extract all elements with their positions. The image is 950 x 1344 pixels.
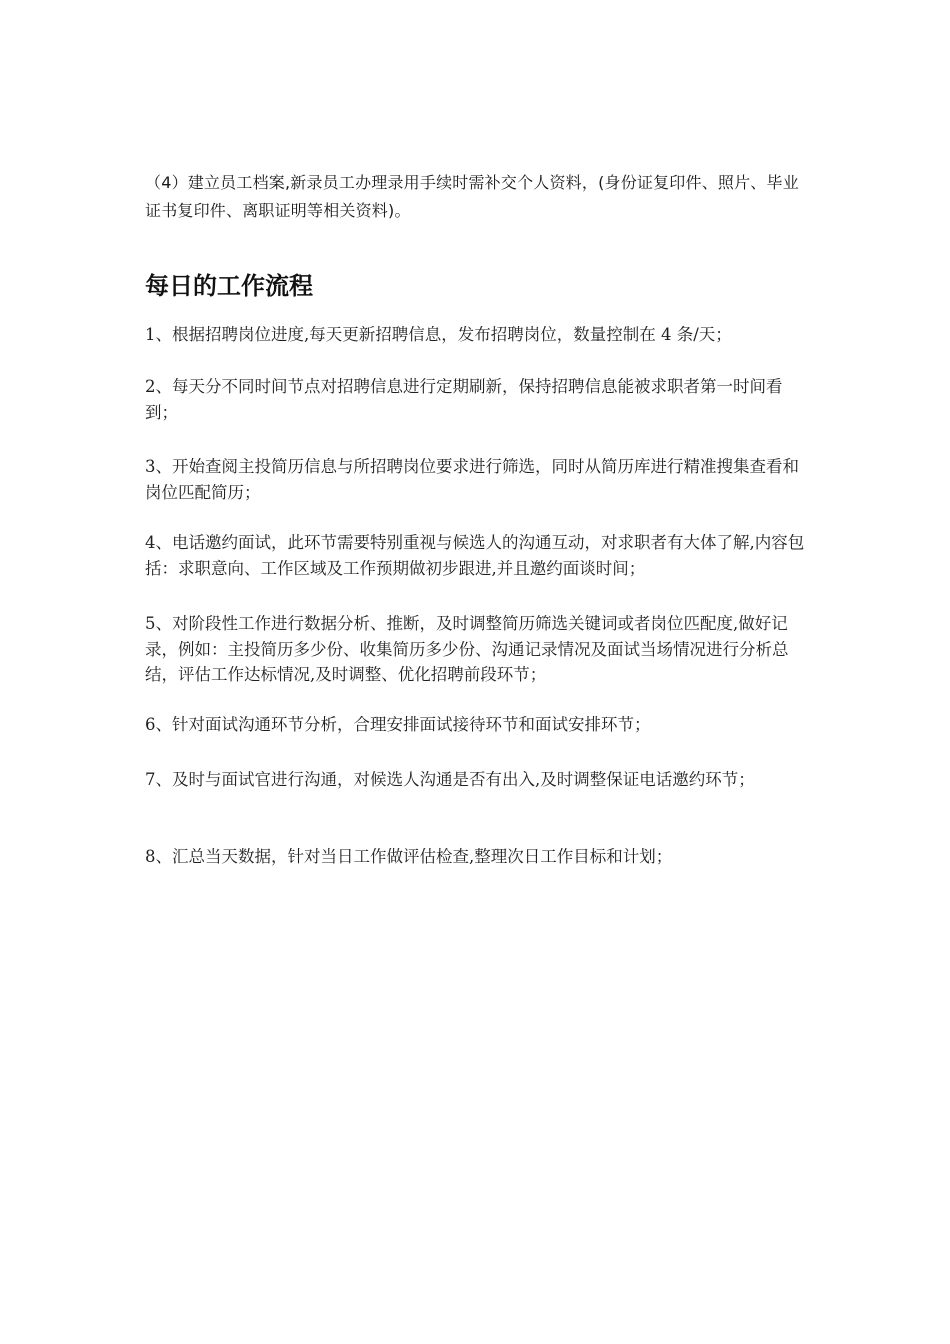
- list-item: 3、开始查阅主投简历信息与所招聘岗位要求进行筛选，同时从简历库进行精准搜集查看和岗位匹配简历；: [145, 457, 799, 502]
- list-item: 7、及时与面试官进行沟通，对候选人沟通是否有出入,及时调整保证电话邀约环节；: [145, 770, 755, 789]
- section-heading: 每日的工作流程: [145, 271, 313, 300]
- list-item: 1、根据招聘岗位进度,每天更新招聘信息，发布招聘岗位，数量控制在 4 条/天；: [145, 325, 732, 344]
- list-item: 8、汇总当天数据，针对当日工作做评估检查,整理次日工作目标和计划；: [145, 847, 673, 866]
- intro-paragraph: （4）建立员工档案,新录员工办理录用手续时需补交个人资料，(身份证复印件、照片、毕业证书复印件、离职证明等相关资料)。: [145, 173, 799, 220]
- list-item: 4、电话邀约面试，此环节需要特别重视与候选人的沟通互动，对求职者有大体了解,内容包括：求职意向、工作区域及工作预期做初步跟进,并且邀约面谈时间；: [145, 533, 805, 578]
- list-item: 5、对阶段性工作进行数据分析、推断，及时调整简历筛选关键词或者岗位匹配度,做好记录，例如：主投简历多少份、收集简历多少份、沟通记录情况及面试当场情况进行分析总结，评估工作达标情况,及时调整、优化招聘前段环节；: [145, 614, 789, 684]
- list-item: 6、针对面试沟通环节分析，合理安排面试接待环节和面试安排环节；: [145, 715, 651, 734]
- list-item: 2、每天分不同时间节点对招聘信息进行定期刷新，保持招聘信息能被求职者第一时间看到；: [145, 377, 783, 422]
